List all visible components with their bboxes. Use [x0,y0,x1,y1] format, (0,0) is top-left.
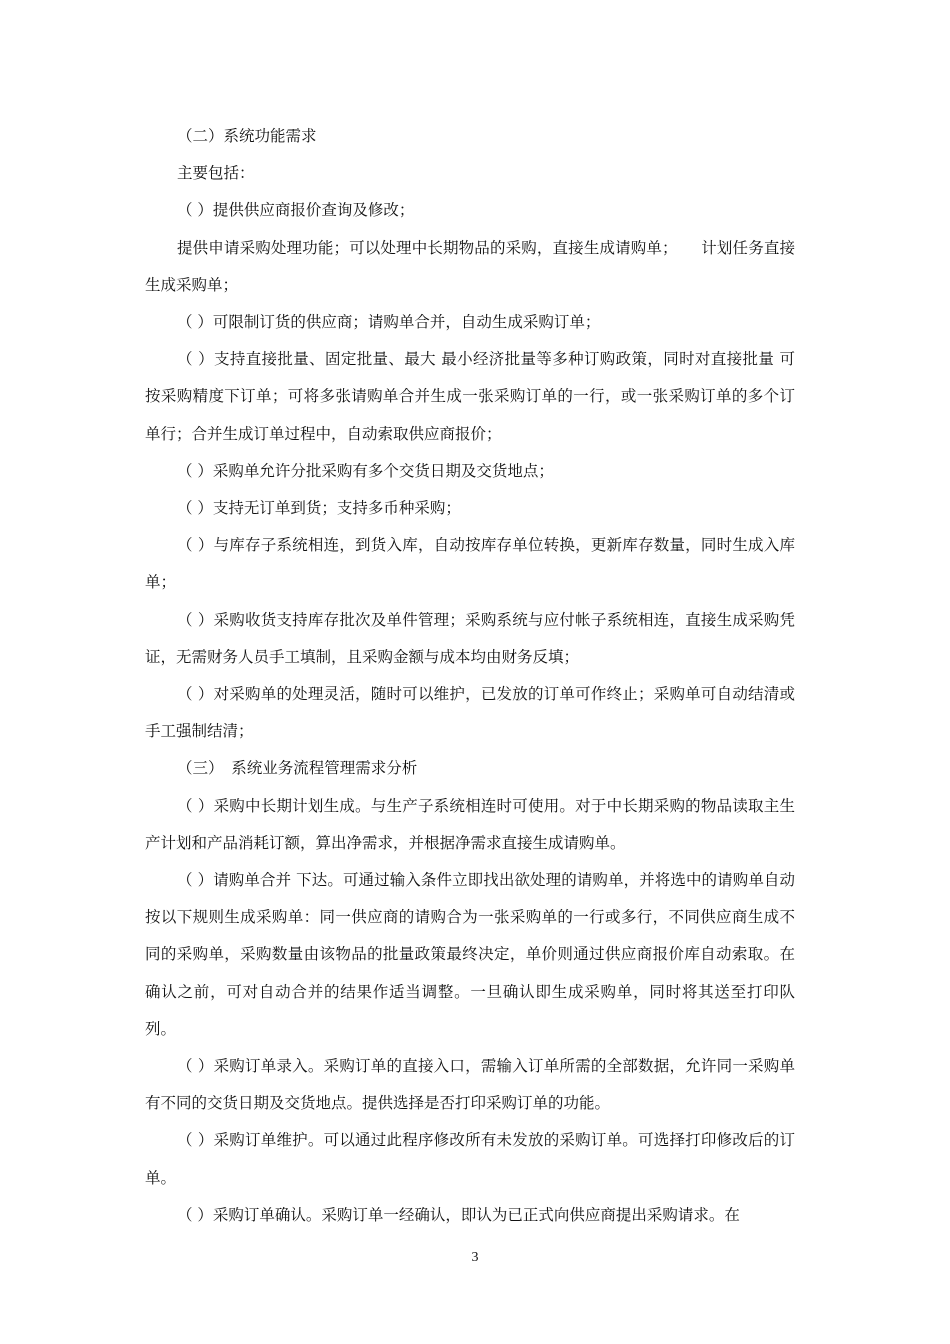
paragraph: 提供申请采购处理功能；可以处理中长期物品的采购，直接生成请购单； 计划任务直接生成采购单； [145,238,795,294]
paragraph: （ ）采购收货支持库存批次及单件管理；采购系统与应付帐子系统相连，直接生成采购凭证，无需财务人员手工填制，且采购金额与成本均由财务反填； [145,610,795,666]
section-heading-3: （三） 系统业务流程管理需求分析 [177,759,418,778]
paragraph: （ ）与库存子系统相连，到货入库，自动按库存单位转换，更新库存数量，同时生成入库单； [145,536,795,592]
paragraph: （ ）采购订单维护。可以通过此程序修改所有未发放的采购订单。可选择打印修改后的订单。 [145,1131,795,1187]
paragraph: （ ）提供供应商报价查询及修改； [177,201,415,220]
paragraph: （ ）采购单允许分批采购有多个交货日期及交货地点； [177,461,554,480]
paragraph: 主要包括： [177,164,255,183]
document-body [145,118,795,1234]
paragraph: （ ）对采购单的处理灵活，随时可以维护，已发放的订单可作终止；采购单可自动结清或手工强制结清； [145,685,795,741]
paragraph: （ ）可限制订货的供应商；请购单合并，自动生成采购订单； [177,313,601,332]
paragraph: （ ）采购中长期计划生成。与生产子系统相连时可使用。对于中长期采购的物品读取主生产计划和产品消耗订额，算出净需求，并根据净需求直接生成请购单。 [145,796,795,852]
paragraph: （ ）采购订单录入。采购订单的直接入口，需输入订单所需的全部数据，允许同一采购单有不同的交货日期及交货地点。提供选择是否打印采购订单的功能。 [145,1057,795,1113]
paragraph: （ ）请购单合并 下达。可通过输入条件立即找出欲处理的请购单，并将选中的请购单自动按以下规则生成采购单：同一供应商的请购合为一张采购单的一行或多行，不同供应商生成不同的采购单，采购数量由该物品的批量政策最终决定，单价则通过供应商报价库自动索取。在确认之前，可对自动合并的结果作适当调整。一旦确认即生成采购单，同时将其送至打印队列。 [145,871,795,1038]
page-number: 3 [471,1250,479,1265]
paragraph: （ ）支持无订单到货；支持多币种采购； [177,499,461,518]
paragraph: （ ）采购订单确认。采购订单一经确认，即认为已正式向供应商提出采购请求。在 [177,1205,740,1224]
section-heading-2: （二）系统功能需求 [177,127,317,145]
paragraph: （ ）支持直接批量、固定批量、最大 最小经济批量等多种订购政策，同时对直接批量 可按采购精度下订单；可将多张请购单合并生成一张采购订单的一行，或一张采购订单的多个订单行；合并生成订单过程中，自动索取供应商报价； [145,350,795,443]
